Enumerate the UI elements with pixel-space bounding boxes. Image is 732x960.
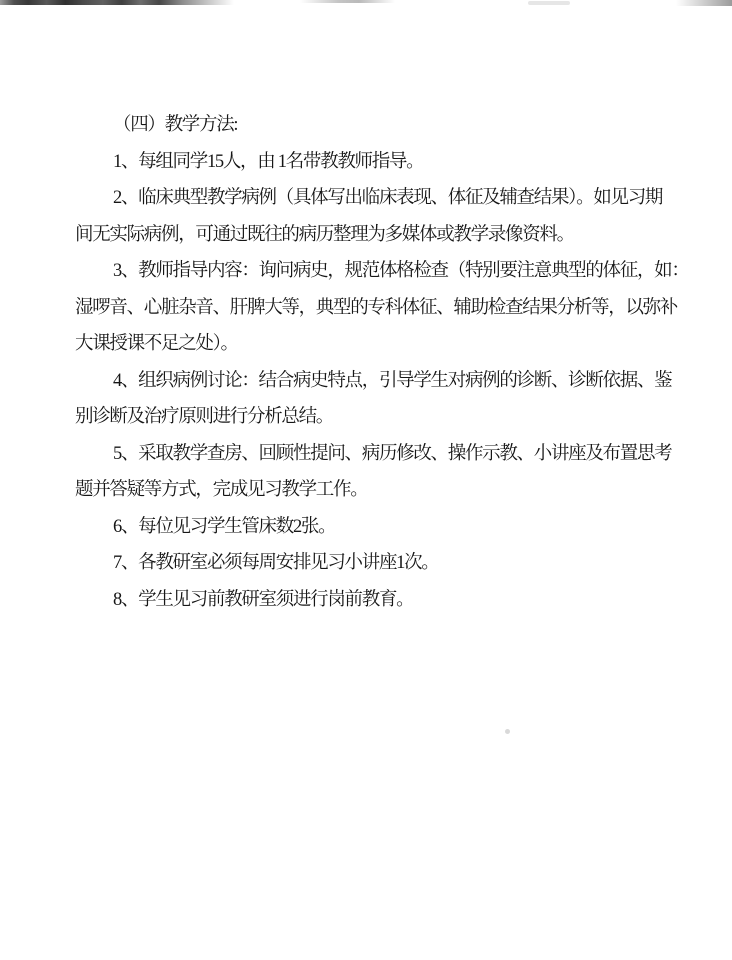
text-line: 5、采取教学查房、回顾性提问、病历修改、操作示教、小讲座及布置思考 bbox=[113, 443, 672, 464]
text-line: 3、教师指导内容：询问病史，规范体格检查（特别要注意典型的体征，如： bbox=[113, 261, 689, 281]
text-line: 4、组织病例讨论：结合病史特点，引导学生对病例的诊断、诊断依据、鉴 bbox=[113, 370, 672, 391]
text-line: 2、临床典型教学病例（具体写出临床表现、体征及辅查结果）。如见习期 bbox=[113, 188, 663, 208]
scan-artifact-speck bbox=[505, 729, 510, 734]
text-line: 1、每组同学15人，由 1名带教教师指导。 bbox=[113, 151, 424, 172]
scan-artifact-top-mid-smudge bbox=[300, 0, 395, 3]
text-line: 8、学生见习前教研室须进行岗前教育。 bbox=[113, 589, 414, 610]
scan-artifact-top-left-strip bbox=[0, 0, 234, 5]
text-line: 7、各教研室必须每周安排见习小讲座1次。 bbox=[113, 553, 439, 573]
text-line: 别诊断及治疗原则进行分析总结。 bbox=[75, 407, 334, 427]
document-body bbox=[75, 107, 689, 618]
text-line: 6、每位见习学生管床数2张。 bbox=[113, 516, 336, 537]
scan-artifact-top-right-corner bbox=[676, 0, 732, 6]
text-line: 题并答疑等方式，完成见习教学工作。 bbox=[75, 480, 368, 500]
text-line: 大课授课不足之处）。 bbox=[75, 334, 238, 354]
text-line: 间无实际病例，可通过既往的病历整理为多媒体或教学录像资料。 bbox=[75, 224, 574, 245]
text-line: 湿啰音、心脏杂音、肝脾大等，典型的专科体征、辅助检查结果分析等，以弥补 bbox=[75, 297, 678, 318]
scan-artifact-top-faint-smudge bbox=[528, 1, 570, 5]
section-heading: （四）教学方法: bbox=[113, 115, 238, 135]
